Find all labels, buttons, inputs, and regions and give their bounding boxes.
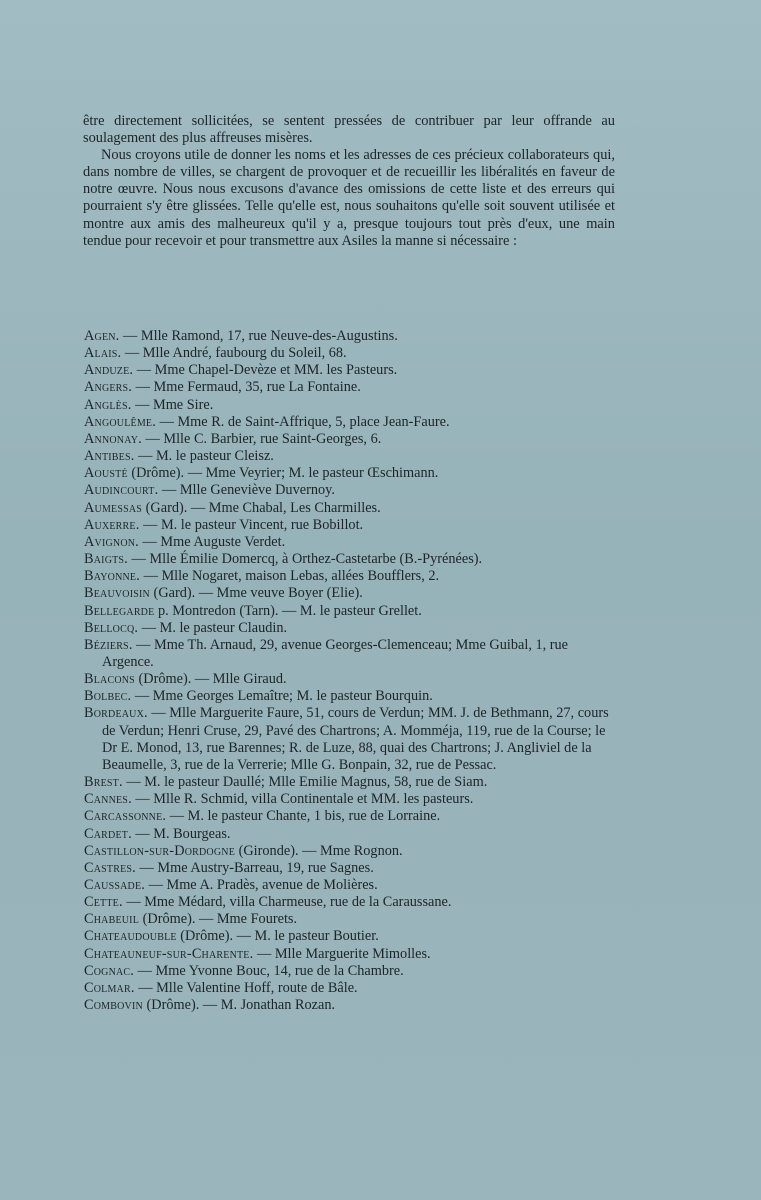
list-entry bbox=[84, 328, 614, 345]
entry-city: Castillon-sur-Dordogne bbox=[84, 842, 236, 859]
list-entry bbox=[84, 843, 614, 860]
entry-contact: — Mme Georges Lemaître; M. le pasteur Bourquin. bbox=[131, 688, 433, 705]
list-entry bbox=[84, 997, 614, 1014]
entry-city: Antibes. bbox=[84, 448, 135, 465]
list-entry bbox=[84, 603, 614, 620]
list-entry bbox=[84, 551, 614, 568]
collaborators-list bbox=[84, 328, 614, 1014]
entry-contact: — Mme A. Pradès, avenue de Molières. bbox=[145, 877, 378, 893]
entry-city: Carcassonne. bbox=[84, 808, 167, 825]
entry-city: Anduze. bbox=[84, 362, 134, 379]
entry-contact: — M. le pasteur Claudin. bbox=[138, 619, 288, 636]
list-entry bbox=[84, 860, 614, 877]
entry-city: Audincourt. bbox=[84, 482, 159, 499]
list-entry bbox=[84, 928, 614, 945]
entry-contact: — Mlle Ramond, 17, rue Neuve-des-Augustins. bbox=[119, 328, 398, 344]
entry-contact: — Mme R. de Saint-Affrique, 5, place Jean-Faure. bbox=[156, 413, 450, 430]
entry-contact: (Gard). — Mme veuve Boyer (Elie). bbox=[149, 585, 363, 602]
entry-city: Chateaudouble bbox=[84, 928, 177, 945]
list-entry bbox=[84, 826, 614, 843]
entry-contact: — Mlle Nogaret, maison Lebas, allées Boufflers, 2. bbox=[140, 568, 440, 585]
list-entry bbox=[84, 688, 614, 705]
entry-city: Brest. bbox=[84, 774, 123, 791]
entry-city: Bayonne. bbox=[84, 568, 141, 585]
entry-city: Agen. bbox=[84, 328, 120, 344]
list-entry bbox=[84, 414, 614, 431]
entry-contact: — Mlle Émilie Domercq, à Orthez-Castetarbe (B.-Pyrénées). bbox=[127, 551, 483, 568]
entry-city: Anglès. bbox=[84, 396, 132, 413]
list-entry bbox=[84, 568, 614, 585]
entry-contact: — M. le pasteur Chante, 1 bis, rue de Lorraine. bbox=[166, 808, 441, 825]
entry-city: Bellocq. bbox=[84, 619, 139, 636]
entry-city: Auxerre. bbox=[84, 516, 140, 533]
entry-contact: p. Montredon (Tarn). — M. le pasteur Grellet. bbox=[154, 602, 422, 619]
entry-city: Blacons bbox=[84, 671, 135, 688]
list-entry bbox=[84, 379, 614, 396]
entry-contact: — Mme Sire. bbox=[131, 396, 214, 413]
list-entry bbox=[84, 431, 614, 448]
entry-contact: — M. le pasteur Cleisz. bbox=[134, 448, 274, 465]
entry-contact: — M. Bourgeas. bbox=[131, 825, 231, 842]
entry-contact: — Mme Médard, villa Charmeuse, rue de la Caraussane. bbox=[122, 894, 452, 911]
entry-city: Colmar. bbox=[84, 979, 135, 996]
entry-city: Angoulême. bbox=[84, 413, 157, 430]
list-entry bbox=[84, 980, 614, 997]
entry-contact: (Gard). — Mme Chabal, Les Charmilles. bbox=[142, 499, 381, 516]
entry-city: Béziers. bbox=[84, 636, 133, 653]
intro-text bbox=[83, 113, 615, 250]
entry-contact: — Mme Austry-Barreau, 19, rue Sagnes. bbox=[135, 859, 374, 876]
entry-city: Alais. bbox=[84, 345, 122, 362]
list-entry bbox=[84, 362, 614, 379]
entry-contact: — Mme Th. Arnaud, 29, avenue Georges-Clemenceau; Mme Guibal, 1, rue Argence. bbox=[102, 636, 569, 670]
entry-contact: — Mme Auguste Verdet. bbox=[138, 533, 286, 550]
list-entry bbox=[84, 448, 614, 465]
list-entry bbox=[84, 620, 614, 637]
entry-city: Cannes. bbox=[84, 791, 132, 808]
list-entry bbox=[84, 946, 614, 963]
list-entry bbox=[84, 963, 614, 980]
entry-city: Angers. bbox=[84, 379, 133, 396]
list-entry bbox=[84, 791, 614, 808]
intro-paragraph: Nous croyons utile de donner les noms et les adresses de ces précieux collaborateurs qui, dans nombre de villes, se chargent de provoquer et de recueillir les libéralités en faveur de notre œuvre. Nous nous excusons d'avance des omissions de cette liste et des erreurs qui pourraient s'y être glissées. Telle qu'elle est, nous souhaitons qu'elle soit souvent utilisée et montre aux amis des malheureux qu'il y a, presque toujours tout près d'eux, une main tendue pour recevoir et pour transmettre aux Asiles la manne si nécessaire : bbox=[83, 147, 615, 249]
list-entry bbox=[84, 637, 614, 671]
entry-contact: (Gironde). — Mme Rognon. bbox=[235, 842, 403, 859]
entry-contact: (Drôme). — Mlle Giraud. bbox=[134, 671, 287, 688]
entry-contact: — Mlle C. Barbier, rue Saint-Georges, 6. bbox=[141, 430, 382, 447]
list-entry bbox=[84, 877, 614, 894]
entry-contact: — Mlle Valentine Hoff, route de Bâle. bbox=[134, 979, 358, 996]
entry-city: Aousté bbox=[84, 465, 128, 482]
entry-contact: (Drôme). — Mme Veyrier; M. le pasteur Œschimann. bbox=[127, 465, 439, 482]
entry-contact: — Mlle Marguerite Faure, 51, cours de Verdun; MM. J. de Bethmann, 27, cours de Verdun; Henri Cruse, 29, Pavé des Chartrons; A. Momméja, 119, rue de la Course; le Dr E. Monod, 13, rue Barennes; R. de Luze, 88, quai des Chartrons; J. Angliviel de la Beaumelle, 3, rue de la Verrerie; Mlle G. Bonpain, 32, rue de Pessac. bbox=[102, 705, 609, 773]
list-entry bbox=[84, 774, 614, 791]
entry-contact: — Mlle Marguerite Mimolles. bbox=[253, 945, 431, 962]
entry-city: Annonay. bbox=[84, 430, 142, 447]
entry-city: Caussade. bbox=[84, 877, 146, 893]
entry-city: Combovin bbox=[84, 997, 143, 1014]
entry-contact: — Mme Chapel-Devèze et MM. les Pasteurs. bbox=[133, 362, 398, 379]
list-entry bbox=[84, 345, 614, 362]
entry-contact: (Drôme). — M. le pasteur Boutier. bbox=[176, 928, 379, 945]
entry-city: Chateauneuf-sur-Charente. bbox=[84, 945, 254, 962]
entry-city: Castres. bbox=[84, 859, 136, 876]
entry-city: Baigts. bbox=[84, 551, 128, 568]
list-entry bbox=[84, 482, 614, 499]
entry-contact: — Mlle Geneviève Duvernoy. bbox=[158, 482, 335, 499]
entry-city: Chabeuil bbox=[84, 911, 140, 928]
entry-city: Bordeaux. bbox=[84, 705, 148, 722]
entry-contact: — Mlle R. Schmid, villa Continentale et MM. les pasteurs. bbox=[131, 791, 474, 808]
list-entry bbox=[84, 705, 614, 774]
list-entry bbox=[84, 911, 614, 928]
intro-paragraph: être directement sollicitées, se sentent pressées de contribuer par leur offrande au soulagement des plus affreuses misères. bbox=[83, 113, 615, 147]
entry-city: Cognac. bbox=[84, 962, 135, 979]
list-entry bbox=[84, 671, 614, 688]
entry-contact: — Mme Yvonne Bouc, 14, rue de la Chambre. bbox=[134, 962, 404, 979]
entry-city: Aumessas bbox=[84, 499, 143, 516]
list-entry bbox=[84, 500, 614, 517]
entry-city: Beauvoisin bbox=[84, 585, 150, 602]
entry-contact: (Drôme). — M. Jonathan Rozan. bbox=[142, 997, 336, 1014]
list-entry bbox=[84, 585, 614, 602]
entry-contact: — Mme Fermaud, 35, rue La Fontaine. bbox=[132, 379, 361, 396]
entry-city: Cette. bbox=[84, 894, 123, 911]
entry-city: Avignon. bbox=[84, 533, 139, 550]
entry-city: Bellegarde bbox=[84, 602, 155, 619]
entry-contact: — M. le pasteur Vincent, rue Bobillot. bbox=[139, 516, 364, 533]
entry-contact: — Mlle André, faubourg du Soleil, 68. bbox=[121, 345, 347, 362]
entry-city: Bolbec. bbox=[84, 688, 132, 705]
list-entry bbox=[84, 465, 614, 482]
entry-contact: — M. le pasteur Daullé; Mlle Emilie Magnus, 58, rue de Siam. bbox=[122, 774, 488, 791]
entry-contact: (Drôme). — Mme Fourets. bbox=[139, 911, 298, 928]
list-entry bbox=[84, 397, 614, 414]
list-entry bbox=[84, 808, 614, 825]
list-entry bbox=[84, 517, 614, 534]
entry-city: Cardet. bbox=[84, 825, 132, 842]
list-entry bbox=[84, 894, 614, 911]
list-entry bbox=[84, 534, 614, 551]
